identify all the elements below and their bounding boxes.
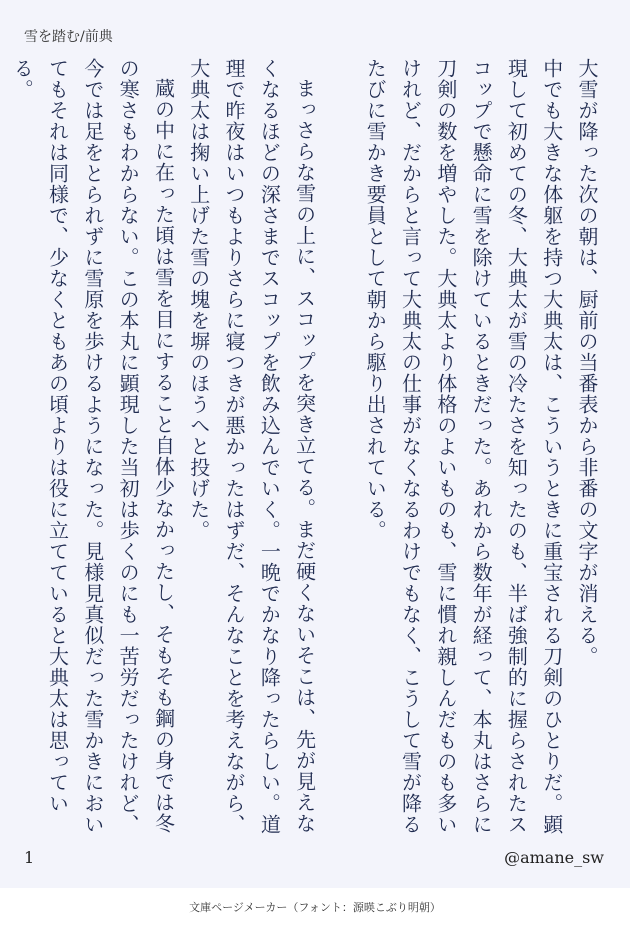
footer-credit: 文庫ページメーカー（フォント：源暎こぶり明朝） — [0, 888, 630, 928]
paragraph: 中でも大きな体躯を持つ大典太は、こういうときに重宝される刀剣のひとりだ。顕現して初めての冬、大典太が雪の冷たさを知ったのも、半ば強制的に握らされたスコップで懸命に雪を除けているときだった。あれから数年が経って、本丸はさらに刀剣の数を増やした。大典太より体格のよいものも、雪に慣れ親しんだものも多いけれど、だからと言って大典太の仕事がなくなるわけでもなく、こうして雪が降るたびに雪かき要員として朝から駆り出されている。 — [363, 58, 564, 835]
page-number: 1 — [24, 848, 35, 867]
blank-line — [322, 58, 357, 78]
vertical-body-text — [0, 58, 604, 850]
page-header-title: 雪を踏む/前典 — [24, 29, 113, 45]
paragraph: まっさらな雪の上に、スコップを突き立てる。まだ硬くないそこは、先が見えなくなるほどの深さまでスコップを飲み込んでいく。一晩でかなり降ったらしい。道理で昨夜はいつもよりさらに寝つきが悪かったはずだ、そんなことを考えながら、大典太は掬い上げた雪の塊を塀のほうへと投げた。 — [186, 58, 317, 835]
paragraph: 大雪が降った次の朝は、厨前の当番表から非番の文字が消える。 — [575, 58, 599, 667]
paragraph — [0, 58, 4, 850]
author-handle: @amane_sw — [504, 848, 604, 867]
paragraph: 蔵の中に在った頃は雪を目にすること自体少なかったし、そもそも鋼の身では冬の寒さもわからない。この本丸に顕現した当初は歩くのにも一苦労だったけれど、今では足をとられずに雪原を歩けるようになった。見様見真似だった雪かきにおいてもそれは同様で、少なくともあの頃よりは役に立てていると大典太は思っている。 — [10, 58, 176, 835]
